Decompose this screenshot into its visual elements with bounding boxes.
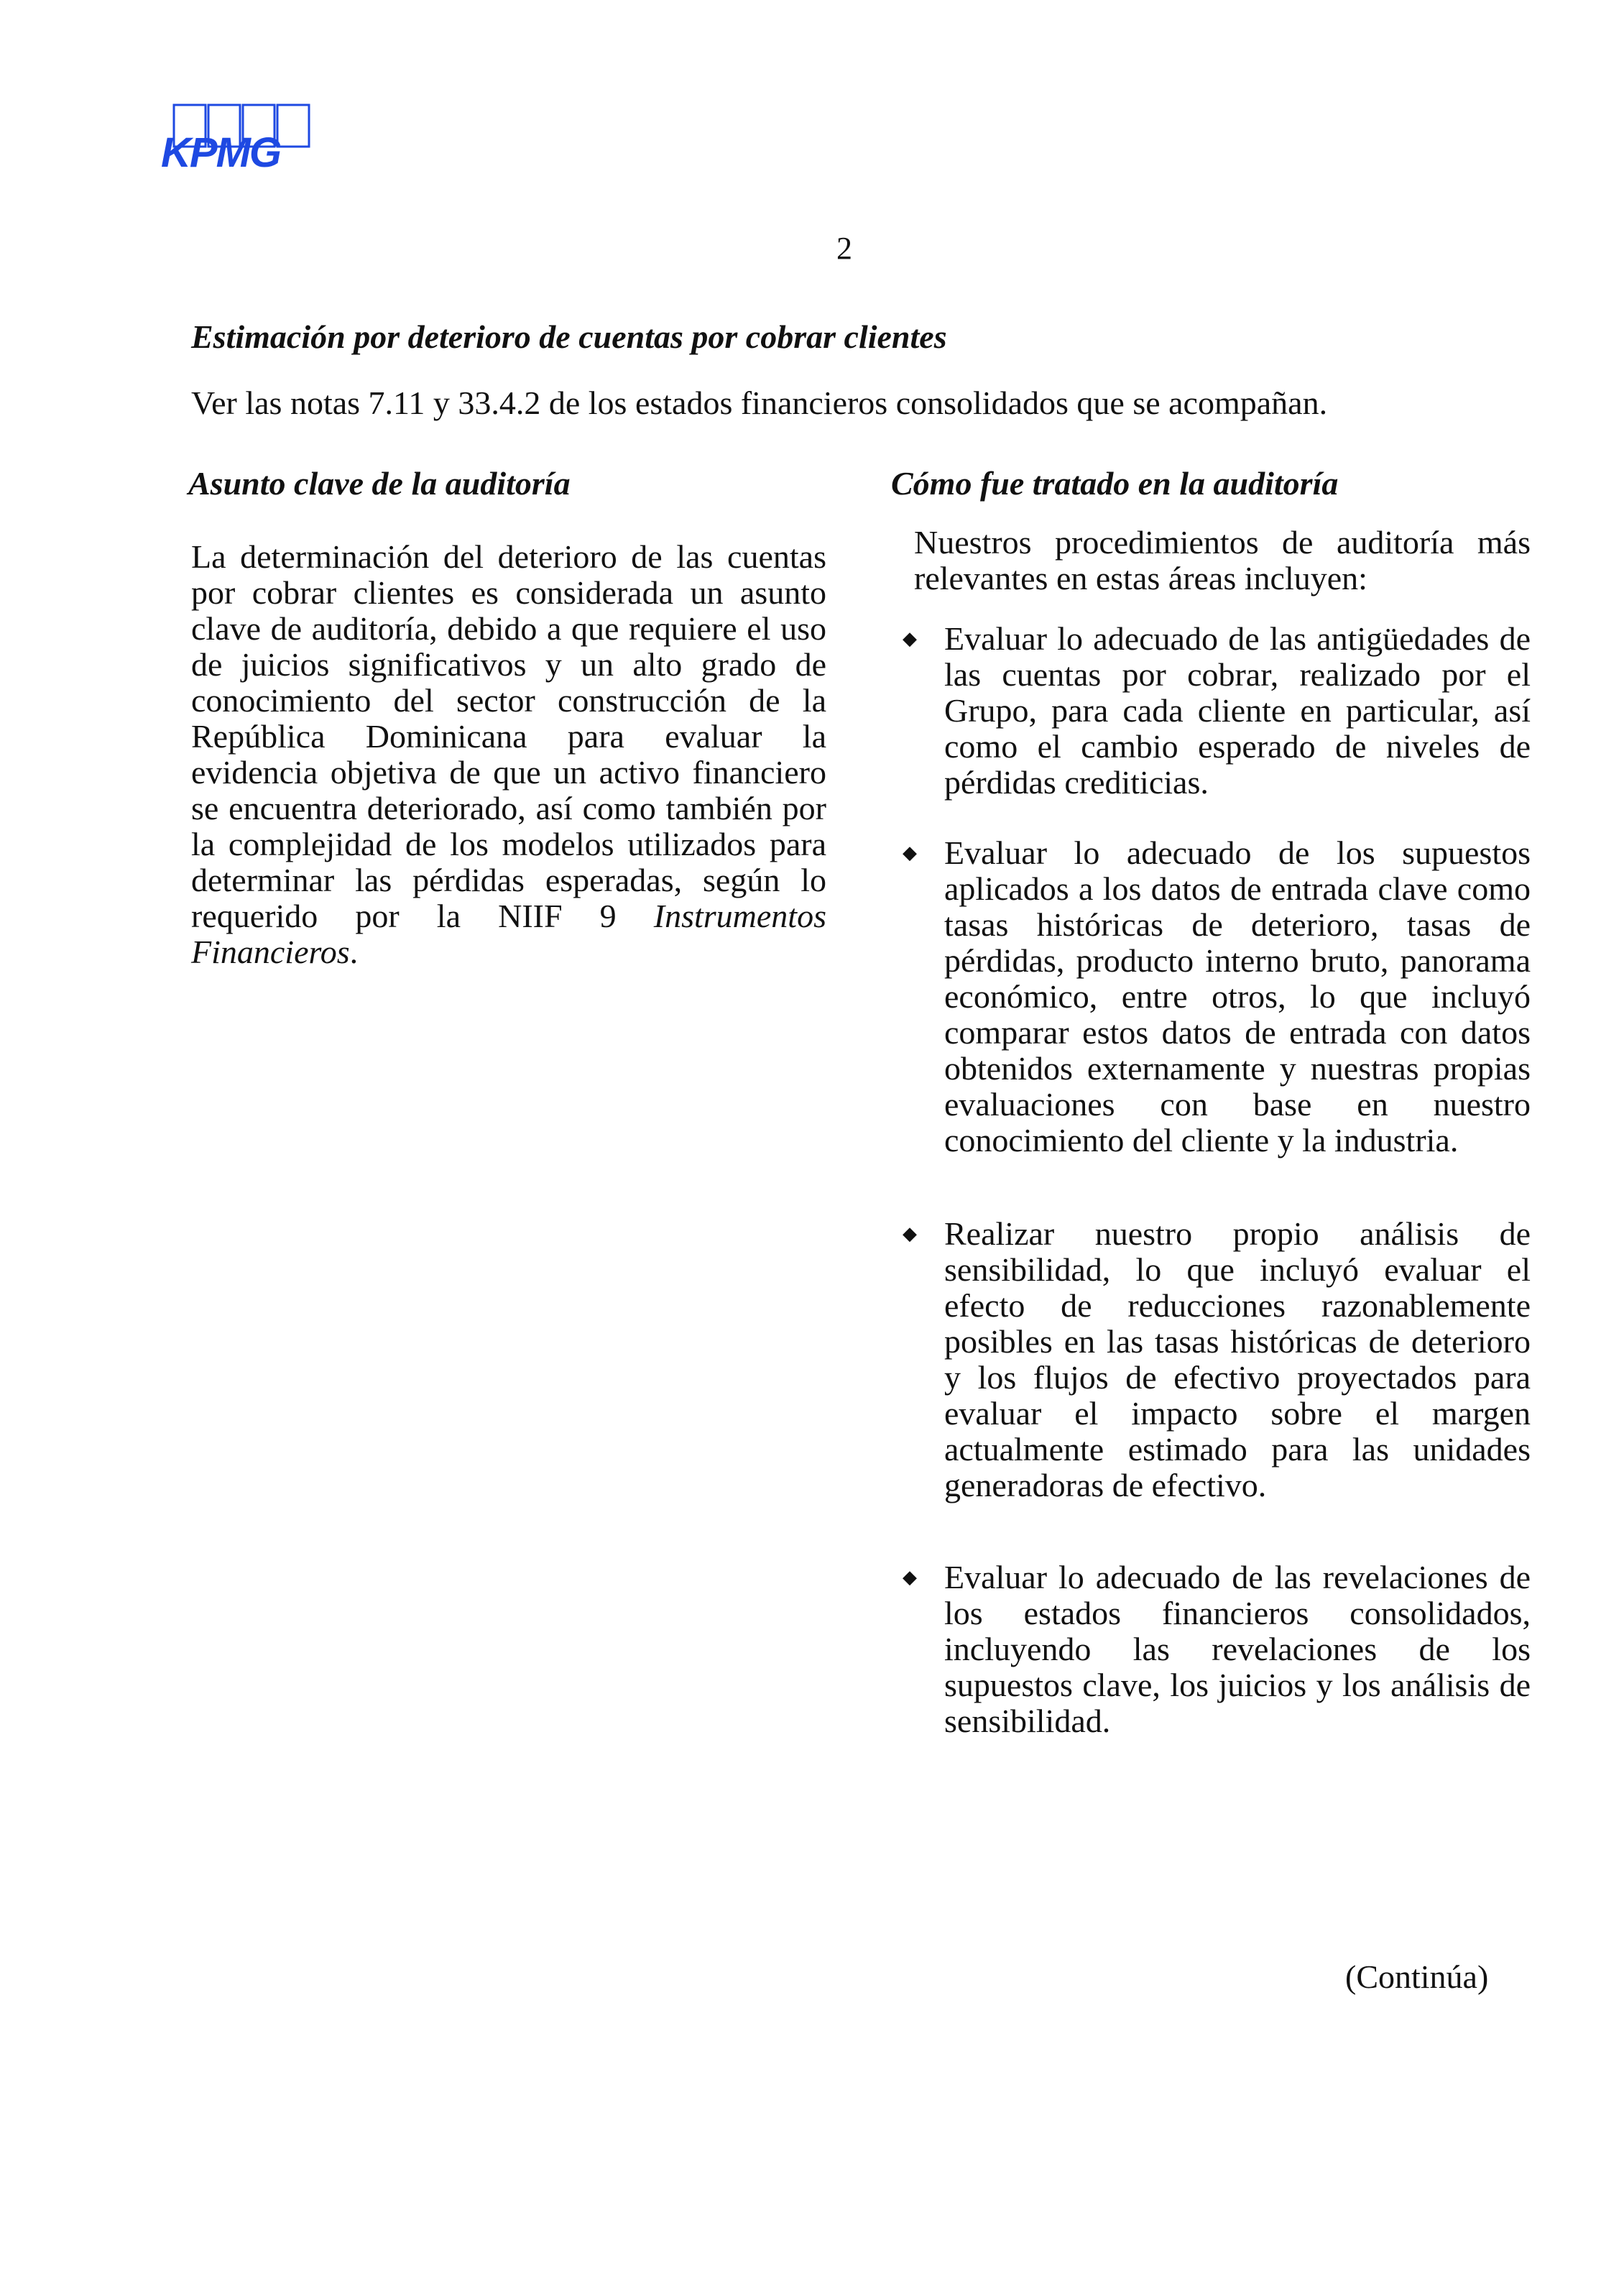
key-audit-matter-paragraph <box>191 539 826 970</box>
diamond-bullet-icon: ◆ <box>903 1223 917 1244</box>
section-subtitle: Ver las notas 7.11 y 33.4.2 de los estados financieros consolidados que se acompañan. <box>191 384 1328 421</box>
page-number: 2 <box>836 231 852 266</box>
procedure-bullet-item <box>903 1216 1531 1503</box>
paragraph-end: . <box>349 934 359 970</box>
procedure-text: Realizar nuestro propio análisis de sensibilidad, lo que incluyó evaluar el efecto de reducciones razonablemente posibles en las tasas históricas de deterioro y los flujos de efectivo proyectados para evaluar el impacto sobre el margen actualmente estimado para las unidades generadoras de efectivo. <box>944 1215 1531 1503</box>
procedure-bullet-item <box>903 621 1531 801</box>
diamond-bullet-icon: ◆ <box>903 1567 917 1588</box>
procedure-bullet-item <box>903 835 1531 1158</box>
left-column-heading: Asunto clave de la auditoría <box>188 465 571 502</box>
kpmg-logo <box>160 102 325 174</box>
procedure-text: Evaluar lo adecuado de las antigüedades de las cuentas por cobrar, realizado por el Grupo, para cada cliente en particular, así como el cambio esperado de niveles de pérdidas crediticias. <box>944 620 1531 801</box>
kpmg-logo-graphic <box>160 102 325 174</box>
svg-text:KPMG: KPMG <box>161 129 280 174</box>
procedures-intro: Nuestros procedimientos de auditoría más relevantes en estas áreas incluyen: <box>914 524 1531 596</box>
procedure-text: Evaluar lo adecuado de los supuestos aplicados a los datos de entrada clave como tasas históricas de deterioro, tasas de pérdidas, producto interno bruto, panorama económico, entre otros, lo que incluyó comparar estos datos de entrada con datos obtenidos externamente y nuestras propias evaluaciones con base en nuestro conocimiento del cliente y la industria. <box>944 834 1531 1158</box>
right-column-heading: Cómo fue tratado en la auditoría <box>891 465 1339 502</box>
continued-label: (Continúa) <box>1345 1958 1489 1995</box>
procedure-text: Evaluar lo adecuado de las revelaciones de los estados financieros consolidados, incluyendo las revelaciones de los supuestos clave, los juicios y los análisis de sensibilidad. <box>944 1559 1531 1739</box>
paragraph-main-text: La determinación del deterioro de las cuentas por cobrar clientes es considerada un asunto clave de auditoría, debido a que requiere el uso de juicios significativos y un alto grado de conocimiento del sector construcción de la República Dominicana para evaluar la evidencia objetiva de que un activo financiero se encuentra deteriorado, así como también por la complejidad de los modelos utilizados para determinar las pérdidas esperadas, según lo requerido por la NIIF 9 <box>191 538 826 934</box>
section-title: Estimación por deterioro de cuentas por cobrar clientes <box>191 318 947 355</box>
procedure-bullet-item <box>903 1560 1531 1739</box>
diamond-bullet-icon: ◆ <box>903 842 917 863</box>
diamond-bullet-icon: ◆ <box>903 628 917 649</box>
paragraph-italic-text: Instrumentos Financieros <box>191 898 826 970</box>
